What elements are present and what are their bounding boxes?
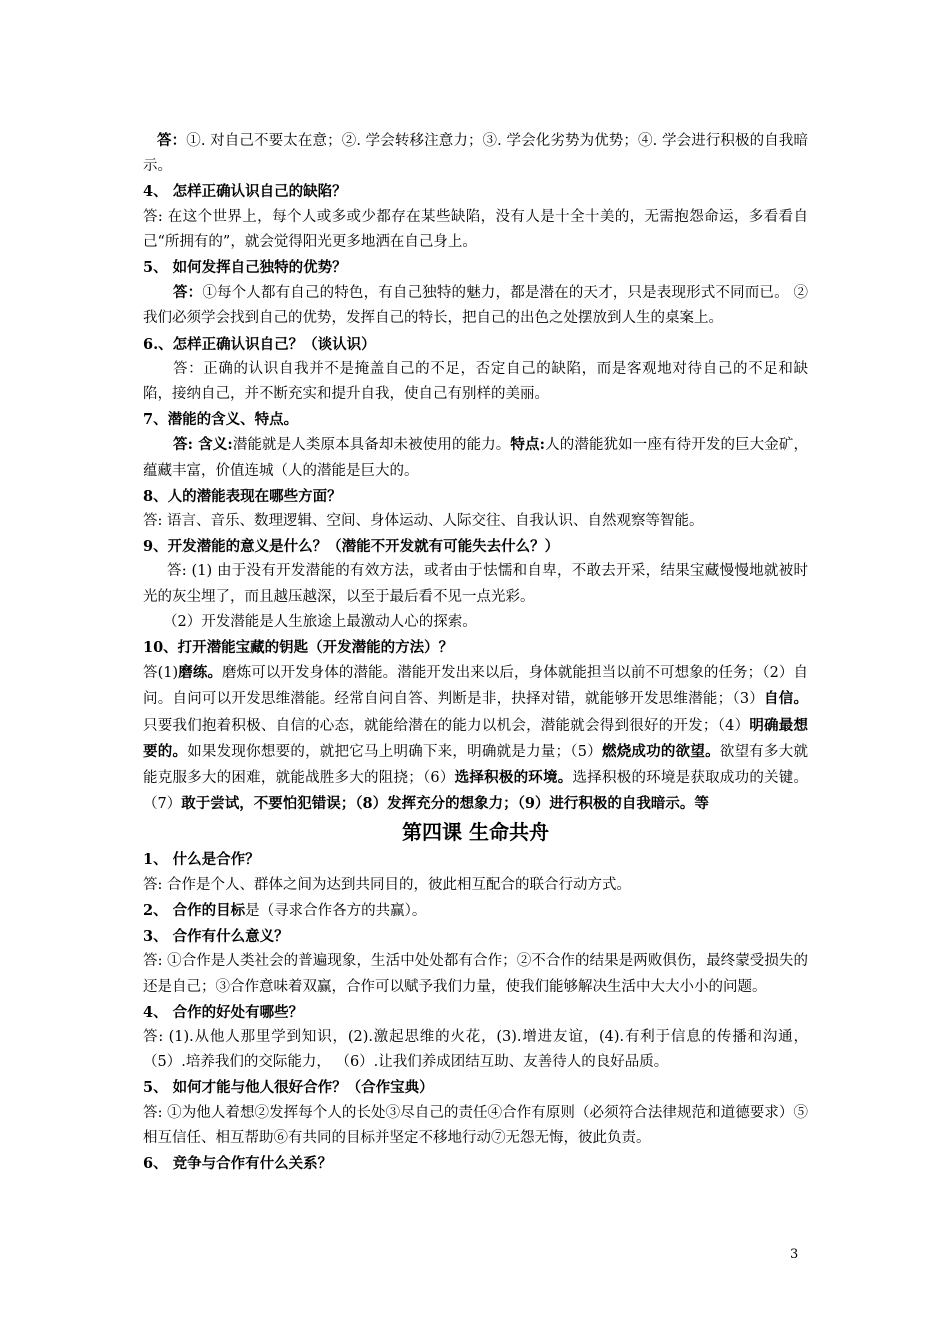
page-number: 3 [790, 1247, 799, 1262]
lesson4-question-2 [143, 898, 808, 924]
answer-text: ①每个人都有自己的特色，有自己独特的魅力，都是潜在的天才，只是表现形式不同而已。 ②我们必须学会找到自己的优势，发挥自己的特长，把自己的出色之处摆放到人生的桌案上。 [143, 285, 809, 327]
question-2-prefix: 2、 合作的 [143, 901, 217, 919]
answer-9-part-1: 答: (1) 由于没有开发潜能的有效方法，或者由于怯懦和自卑，不敢去开采，结果宝藏慢慢地就被时光的灰尘埋了，而且越压越深，以至于最后看不见一点光彩。 [143, 563, 808, 605]
method-9-title: （9）进行积极的自我暗示。等 [517, 795, 709, 813]
lesson4-question-5: 5、 如何才能与他人很好合作？（合作宝典） [143, 1079, 434, 1097]
method-2-text: （2）自问。自问可以开发思维潜能。经常自问自答、判断是非，抉择对错，就能够开发思维潜能； [143, 665, 808, 708]
answer-8: 答: 语言、音乐、数理逻辑、空间、身体运动、人际交往、自我认识、自然观察等智能。 [143, 513, 704, 530]
answer-text: ①. 对自己不要太在意；②. 学会转移注意力；③. 学会化劣势为优势；④. 学会进行积极的自我暗示。 [143, 133, 809, 175]
method-4-title: 明确最想要的。 [143, 716, 809, 760]
page-content [143, 128, 808, 1176]
lesson-title: 第四课 生命共舟 [402, 820, 549, 845]
question-7: 7、潜能的含义、特点。 [143, 411, 299, 429]
method-1-prefix: 答(1) [143, 665, 179, 682]
question-2-answer: 是（寻求合作各方的共赢）。 [245, 902, 427, 919]
method-8-title: （8）发挥充分的想象力； [355, 795, 518, 813]
method-6-prefix: （6） [422, 770, 455, 787]
question-2-keyword: 目标 [216, 901, 246, 919]
method-5-prefix: （5） [570, 743, 602, 760]
method-6-title: 选择积极的环境。 [454, 769, 573, 787]
lesson4-answer-1: 答: 合作是个人、群体之间为达到共同目的，彼此相互配合的联合行动方式。 [143, 876, 631, 893]
method-1-title: 磨练。 [178, 664, 223, 682]
method-5-text: 欲望有多大就能克服多大的困难，就能战胜多大的阻挠； [143, 743, 809, 787]
answer-9-part-2: （2）开发潜能是人生旅途上最激动人心的探索。 [163, 613, 477, 630]
answer-10 [143, 660, 808, 817]
question-4: 4、 怎样正确认识自己的缺陷？ [143, 183, 347, 201]
method-3-title: 自信。 [764, 690, 809, 708]
question-9: 9、开发潜能的意义是什么？（潜能不开发就有可能失去什么？） [143, 538, 560, 556]
method-4-text: 如果发现你想要的，就把它马上明确下来，明确就是力量； [187, 743, 571, 760]
definition-label: 答: 含义: [173, 436, 233, 454]
feature-label: 特点: [510, 436, 545, 454]
answer-5 [143, 280, 808, 331]
question-5: 5、 如何发挥自己独特的优势？ [143, 259, 347, 277]
method-4-prefix: （4） [717, 717, 750, 734]
question-6: 6.、怎样正确认识自己？（谈认识） [143, 335, 376, 353]
lesson4-answer-4: 答: (1).从他人那里学到知识，(2).激起思维的火花，(3).增进友谊，(4).有利于信息的传播和沟通， （5）.培养我们的交际能力， （6）.让我们养成团结互助、友善待人的良好品质。 [143, 1028, 808, 1071]
question-10: 10、打开潜能宝藏的钥匙（开发潜能的方法）？ [143, 639, 454, 657]
method-1-text: 磨炼可以开发身体的潜能。潜能开发出来以后，身体就能担当以前不可想象的任务； [222, 665, 763, 682]
question-8: 8、人的潜能表现在哪些方面？ [143, 487, 342, 505]
method-7-prefix: （7） [143, 796, 182, 813]
continuation-answer [143, 128, 808, 179]
lesson4-answer-3: 答: ①合作是人类社会的普遍现象，生活中处处都有合作；②不合作的结果是两败俱伤，最终蒙受损失的还是自己；③合作意味着双赢，合作可以赋予我们力量，使我们能够解决生活中大大小小的问题。 [143, 953, 808, 995]
lesson4-answer-5: 答: ①为他人着想②发挥每个人的长处③尽自己的责任④合作有原则（必须符合法律规范和道德要求）⑤相互信任、相互帮助⑥有共同的目标并坚定不移地行动⑦无怨无悔，彼此负责。 [143, 1104, 808, 1146]
lesson4-question-1: 1、 什么是合作？ [143, 851, 260, 869]
feature-text: 人的潜能犹如一座有待开发的巨大金矿，蕴藏丰富，价值连城（人的潜能是巨大的。 [143, 437, 808, 479]
method-3-prefix: （3） [732, 691, 765, 708]
lesson4-question-3: 3、 合作有什么意义？ [143, 928, 289, 946]
method-7-title: 敢于尝试，不要怕犯错误； [181, 795, 356, 813]
lesson4-question-4: 4、 合作的好处有哪些？ [143, 1003, 304, 1021]
method-5-title: 燃烧成功的欲望。 [601, 742, 720, 760]
method-3-text: 只要我们抱着积极、自信的心态，就能给潜在的能力以机会，潜能就会得到很好的开发； [143, 717, 718, 734]
lesson4-question-6: 6、 竞争与合作有什么关系？ [143, 1154, 333, 1172]
answer-6: 答：正确的认识自我并不是掩盖自己的不足，否定自己的缺陷，而是客观地对待自己的不足和缺陷，接纳自己，并不断充实和提升自我，使自己有别样的美丽。 [143, 360, 808, 403]
answer-4: 答: 在这个世界上，每个人或多或少都存在某些缺陷，没有人是十全十美的，无需抱怨命运，多看看自己“所拥有的”，就会觉得阳光更多地洒在自己身上。 [143, 208, 808, 250]
method-6-text: 选择积极的环境是获取成功的关键。 [572, 770, 809, 787]
answer-label: 答： [157, 132, 187, 149]
answer-7 [143, 432, 808, 483]
definition-text: 潜能就是人类原本具备却未被使用的能力。 [232, 437, 511, 454]
answer-label: 答： [173, 284, 203, 302]
